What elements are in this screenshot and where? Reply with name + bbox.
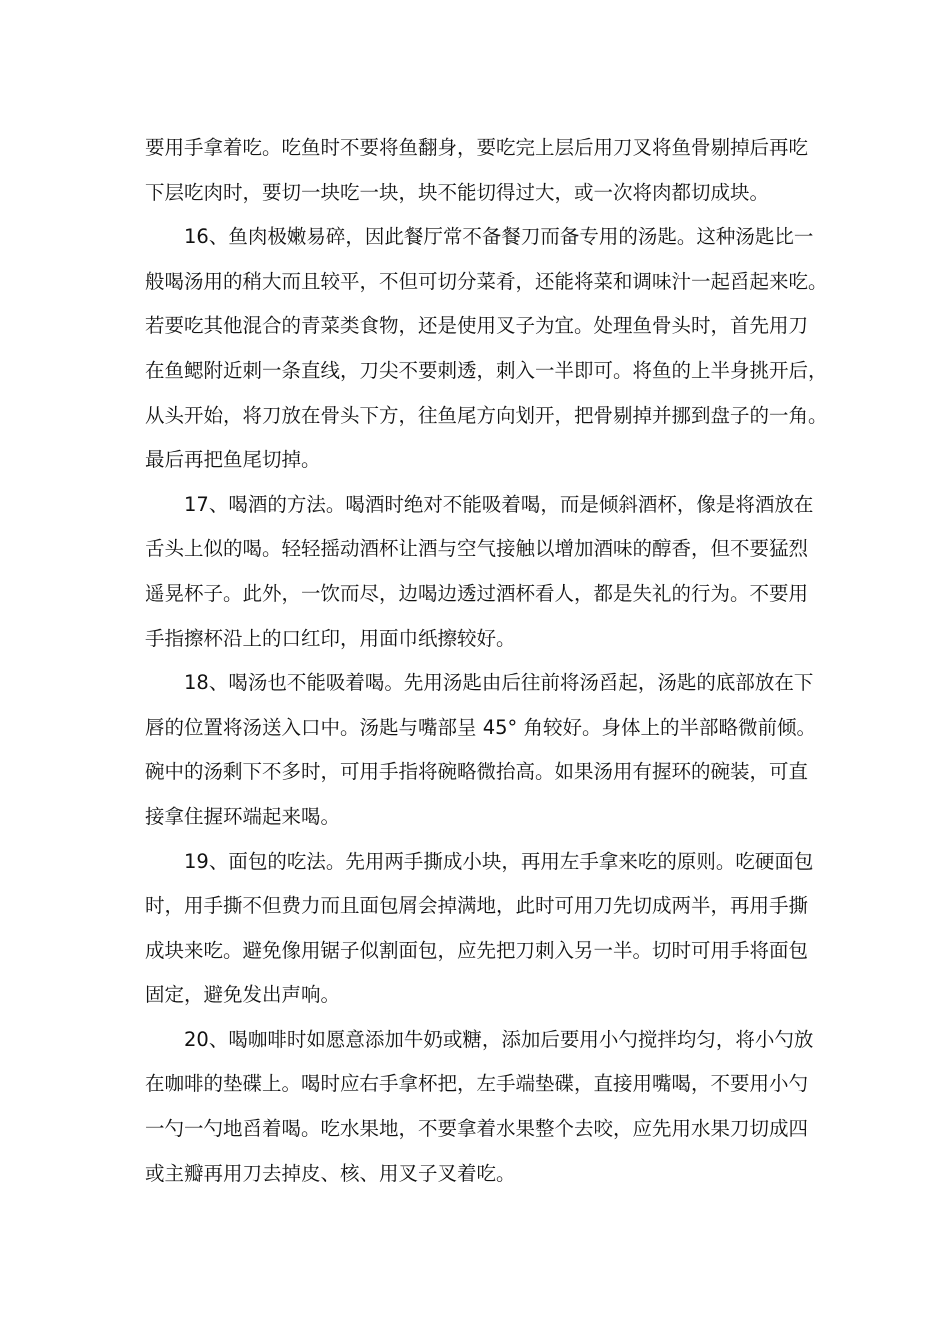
text-line: 成块来吃。避免像用锯子似割面包，应先把刀刺入另一半。切时可用手将面包 [145, 938, 809, 962]
text-line: 若要吃其他混合的青菜类食物，还是使用叉子为宜。处理鱼骨头时，首先用刀 [145, 314, 809, 338]
text-line: 一勺一勺地舀着喝。吃水果地，不要拿着水果整个去咬，应先用水果刀切成四 [145, 1117, 809, 1141]
text-line: 般喝汤用的稍大而且较平，不但可切分菜肴，还能将菜和调味汁一起舀起来吃。 [145, 269, 828, 293]
paragraph-19 [145, 840, 815, 1018]
text-line: 或主瓣再用刀去掉皮、核、用叉子叉着吃。 [145, 1161, 516, 1185]
text-line: 20、喝咖啡时如愿意添加牛奶或糖，添加后要用小勺搅拌均匀，将小勺放 [184, 1027, 814, 1051]
text-line: 固定，避免发出声响。 [145, 983, 341, 1007]
body-text [145, 126, 828, 1196]
text-line: 下层吃肉时，要切一块吃一块，块不能切得过大，或一次将肉都切成块。 [145, 180, 770, 204]
text-line: 在咖啡的垫碟上。喝时应右手拿杯把，左手端垫碟，直接用嘴喝，不要用小勺 [145, 1072, 809, 1096]
text-line: 手指擦杯沿上的口红印，用面巾纸擦较好。 [145, 626, 516, 650]
paragraph-17 [145, 483, 815, 661]
text-line: 19、面包的吃法。先用两手撕成小块，再用左手拿来吃的原则。吃硬面包 [184, 849, 814, 873]
text-line: 舌头上似的喝。轻轻摇动酒杯让酒与空气接触以增加酒味的醇香，但不要猛烈 [145, 537, 809, 561]
text-line: 时，用手撕不但费力而且面包屑会掉满地，此时可用刀先切成两半，再用手撕 [145, 894, 809, 918]
text-line: 17、喝酒的方法。喝酒时绝对不能吸着喝，而是倾斜酒杯，像是将酒放在 [184, 492, 814, 516]
paragraph-20 [145, 1018, 815, 1196]
text-line: 接拿住握环端起来喝。 [145, 804, 341, 828]
text-line: 唇的位置将汤送入口中。汤匙与嘴部呈 45° 角较好。身体上的半部略微前倾。 [145, 715, 816, 739]
text-line: 碗中的汤剩下不多时，可用手指将碗略微抬高。如果汤用有握环的碗装，可直 [145, 760, 809, 784]
paragraph-16 [145, 215, 828, 483]
text-line: 18、喝汤也不能吸着喝。先用汤匙由后往前将汤舀起，汤匙的底部放在下 [184, 671, 814, 695]
text-line: 最后再把鱼尾切掉。 [145, 448, 321, 472]
text-line: 遥晃杯子。此外，一饮而尽，边喝边透过酒杯看人，都是失礼的行为。不要用 [145, 581, 809, 605]
text-line: 要用手拿着吃。吃鱼时不要将鱼翻身，要吃完上层后用刀叉将鱼骨剔掉后再吃 [145, 136, 809, 159]
text-line: 在鱼鳃附近刺一条直线，刀尖不要刺透，刺入一半即可。将鱼的上半身挑开后， [145, 358, 828, 382]
paragraph-continued [145, 126, 815, 215]
text-line: 从头开始，将刀放在骨头下方，往鱼尾方向划开，把骨剔掉并挪到盘子的一角。 [145, 403, 828, 427]
text-line: 16、鱼肉极嫩易碎，因此餐厅常不备餐刀而备专用的汤匙。这种汤匙比一 [184, 225, 814, 249]
paragraph-18 [145, 661, 815, 839]
